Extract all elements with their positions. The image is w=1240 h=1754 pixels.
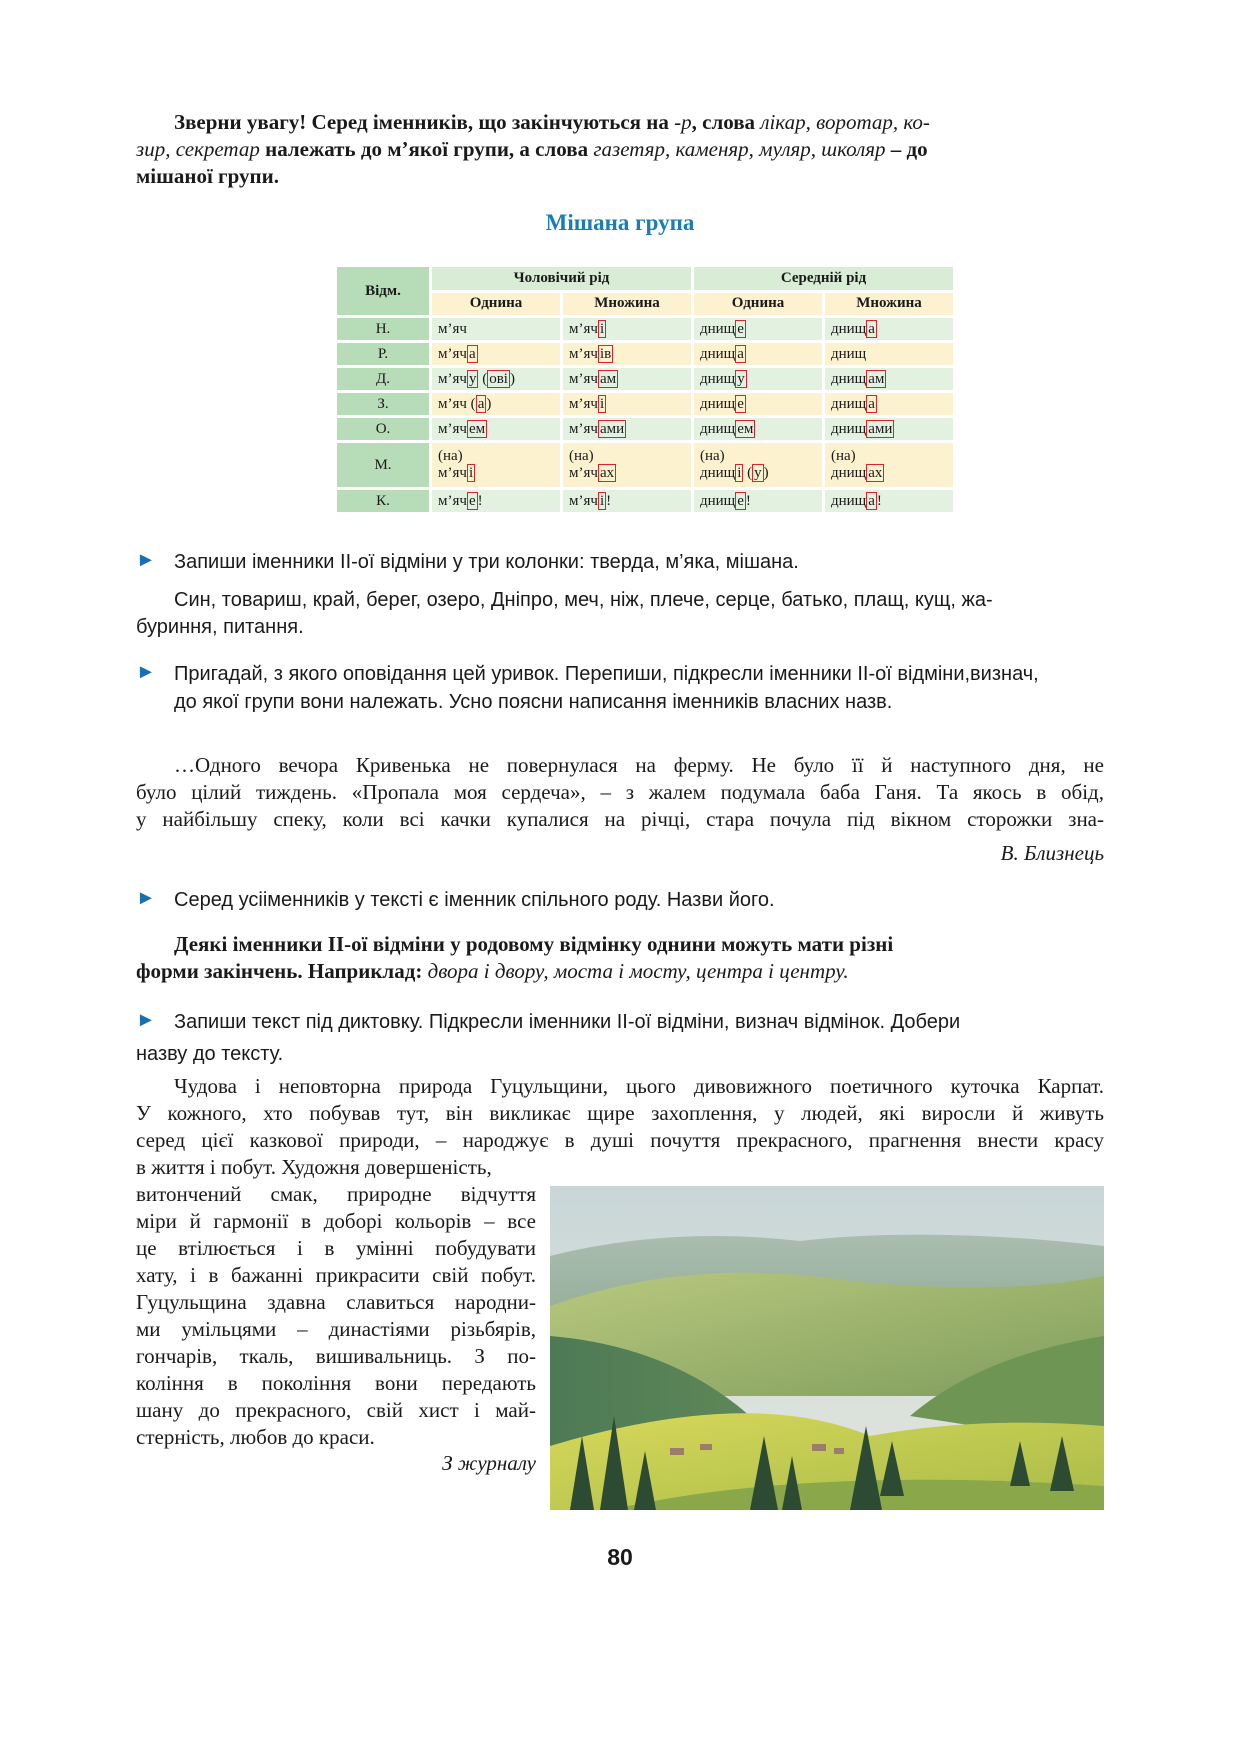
neut-header: Середній рід bbox=[694, 267, 953, 290]
word-stem: м’яч bbox=[569, 492, 598, 509]
task1-words-line2: буриння, питання. bbox=[136, 616, 304, 638]
excl-text: ! bbox=[477, 492, 483, 509]
form-cell bbox=[825, 418, 953, 440]
word-line bbox=[569, 465, 685, 482]
form-cell bbox=[563, 443, 691, 487]
ending-box: е bbox=[737, 395, 744, 412]
form-cell bbox=[825, 443, 953, 487]
form-cell bbox=[694, 418, 822, 440]
excl-text: ! bbox=[745, 492, 751, 509]
plur-header-neut: Множина bbox=[825, 293, 953, 316]
form-cell bbox=[694, 368, 822, 390]
word-line bbox=[831, 465, 947, 482]
ending-box: і bbox=[599, 395, 605, 412]
form-cell bbox=[432, 318, 560, 340]
table-row bbox=[337, 490, 953, 512]
word-stem: м’яч bbox=[438, 465, 467, 481]
word-stem: днищ bbox=[831, 492, 867, 509]
excerpt-author: В. Близнець bbox=[1000, 841, 1104, 865]
dictation-column-line: це втілюється і в умінні побудувати bbox=[136, 1236, 536, 1260]
dictation-column-line: хату, і в бажанні прикрасити свій побут. bbox=[136, 1263, 536, 1287]
word-stem: днищ bbox=[700, 320, 736, 337]
task2-line2: до якої групи вони належать. Усно поясни написання іменників власних назв. bbox=[174, 691, 893, 713]
attention-note-line2: зир, секретар належать до м’якої групи, а слова газетяр, каменяр, муляр, школяр – до bbox=[136, 137, 928, 161]
attention-note-line3: мішаної групи. bbox=[136, 164, 279, 188]
ending-box: у bbox=[754, 465, 762, 481]
word-stem: днищ bbox=[831, 345, 867, 362]
word-stem: днищ bbox=[700, 395, 736, 412]
word-stem: м’яч bbox=[569, 370, 598, 387]
form-cell bbox=[825, 343, 953, 365]
word-stem: днищ bbox=[700, 345, 736, 362]
dictation-column-line: гончарів, ткаль, вишивальниць. З по- bbox=[136, 1344, 536, 1368]
ending-box: ах bbox=[868, 465, 883, 481]
dictation-line1: Чудова і неповторна природа Гуцульщини, цього дивовижного поетичного куточка Карпат. bbox=[174, 1074, 1104, 1098]
dictation-column-line: стерність, любов до краси. bbox=[136, 1425, 375, 1449]
word-stem: м’яч bbox=[569, 320, 598, 337]
word-stem: м’яч bbox=[569, 345, 598, 362]
word-stem: днищ bbox=[831, 395, 867, 412]
form-cell bbox=[563, 393, 691, 415]
ending-box: а bbox=[477, 395, 485, 412]
dictation-column-line: коління в покоління вони передають bbox=[136, 1371, 536, 1395]
prep-text: (на) bbox=[569, 448, 594, 464]
form-cell bbox=[432, 490, 560, 512]
word-stem: м’яч bbox=[438, 370, 467, 387]
dictation-column-line: міри й гармонії в доборі кольорів – все bbox=[136, 1209, 536, 1233]
case-cell: К. bbox=[337, 490, 429, 512]
form-cell bbox=[563, 318, 691, 340]
prep-text: (на) bbox=[700, 448, 725, 464]
rule-line2: форми закінчень. Наприклад: двора і двору, моста і мосту, центра і центру. bbox=[136, 959, 849, 983]
excerpt-line1: …Одного вечора Кривенька не повернулася на ферму. Не було її й наступного дня, не bbox=[174, 753, 1104, 777]
plur-header-masc: Множина bbox=[563, 293, 691, 316]
ending-box: а bbox=[737, 345, 744, 362]
ending-box: у bbox=[468, 370, 477, 387]
dictation-column bbox=[136, 1181, 536, 1451]
landscape-painting bbox=[550, 1186, 1104, 1510]
paren-text: ) bbox=[509, 370, 515, 387]
table-title: Мішана група bbox=[545, 210, 695, 235]
case-cell: З. bbox=[337, 393, 429, 415]
prep-text: (на) bbox=[438, 448, 463, 464]
task4-line1: Запиши текст під диктовку. Підкресли іменники ІІ-ої відміни, визнач відмінок. Добери bbox=[174, 1011, 961, 1033]
ending-box: і bbox=[599, 492, 605, 509]
prep-text: (на) bbox=[831, 448, 856, 464]
ending-box: ем bbox=[737, 420, 754, 437]
dictation-column-line: шану до прекрасного, свій хист і май- bbox=[136, 1398, 536, 1422]
form-cell bbox=[694, 490, 822, 512]
excl-text: ! bbox=[876, 492, 882, 509]
ending-box: ами bbox=[868, 420, 893, 437]
word-stem: м’яч bbox=[438, 492, 467, 509]
ending-box: і bbox=[468, 465, 474, 481]
ending-box: ем bbox=[468, 420, 486, 437]
form-cell bbox=[694, 393, 822, 415]
table-row bbox=[337, 418, 953, 440]
ending-box: а bbox=[868, 492, 875, 509]
ending-box: у bbox=[737, 370, 745, 387]
ending-box: і bbox=[599, 320, 605, 337]
ending-box: і bbox=[737, 465, 742, 481]
paren-text: ( bbox=[478, 370, 488, 387]
word-stem: днищ bbox=[700, 465, 736, 481]
triangle-right-icon: ► bbox=[136, 661, 156, 683]
excl-text: ! bbox=[606, 492, 612, 509]
word-line bbox=[700, 465, 816, 482]
landscape-image bbox=[550, 1186, 1104, 1510]
excerpt-line3: у найбільшу спеку, коли всі качки купалися на річці, стара почула під вікном сторожки зна- bbox=[136, 807, 1104, 831]
word-stem: днищ bbox=[831, 465, 867, 481]
dictation-column-line: Гуцульщина здавна славиться народни- bbox=[136, 1290, 536, 1314]
paren-text: ) bbox=[763, 465, 769, 481]
ending-box: ів bbox=[599, 345, 612, 362]
task1-words: Син, товариш, край, берег, озеро, Дніпро, меч, ніж, плече, серце, батько, плащ, кущ, жа- bbox=[174, 589, 993, 611]
triangle-right-icon: ► bbox=[136, 887, 156, 909]
paren-text: ( bbox=[743, 465, 753, 481]
rule-line1: Деякі іменники ІІ-ої відміни у родовому відмінку однини можуть мати різні bbox=[174, 932, 894, 956]
table-row bbox=[337, 393, 953, 415]
form-cell bbox=[432, 393, 560, 415]
word-stem: днищ bbox=[831, 420, 867, 437]
word-stem: днищ bbox=[831, 370, 867, 387]
paren-text: ) bbox=[486, 395, 492, 412]
dictation-column-line: ми умільцями – династіями різьбярів, bbox=[136, 1317, 536, 1341]
ending-box: е bbox=[737, 492, 744, 509]
form-cell bbox=[694, 443, 822, 487]
ending-box: а bbox=[868, 320, 875, 337]
sing-header-masc: Однина bbox=[432, 293, 560, 316]
case-header: Відм. bbox=[337, 267, 429, 315]
word-line bbox=[438, 465, 554, 482]
table-row bbox=[337, 443, 953, 487]
form-cell bbox=[563, 490, 691, 512]
form-cell bbox=[825, 368, 953, 390]
triangle-right-icon: ► bbox=[136, 549, 156, 571]
form-cell bbox=[563, 418, 691, 440]
task2-line1: Пригадай, з якого оповідання цей уривок. Перепиши, підкресли іменники ІІ-ої відміни,визнач, bbox=[174, 663, 1039, 685]
table-row bbox=[337, 318, 953, 340]
word-stem: м’яч bbox=[569, 420, 598, 437]
case-cell: М. bbox=[337, 443, 429, 487]
word-stem: м’яч bbox=[569, 465, 598, 481]
dictation-line4: в життя і побут. Художня довершеність, bbox=[136, 1155, 492, 1179]
task4-line2: назву до тексту. bbox=[136, 1043, 284, 1065]
form-cell bbox=[694, 318, 822, 340]
form-cell bbox=[825, 393, 953, 415]
ending-box: е bbox=[737, 320, 744, 337]
triangle-right-icon: ► bbox=[136, 1009, 156, 1031]
word-stem: днищ bbox=[700, 420, 736, 437]
ending-box: е bbox=[468, 492, 476, 509]
excerpt-line2: було цілий тиждень. «Пропала моя сердеча», – з жалем подумала баба Ганя. Та якось в обід, bbox=[136, 780, 1104, 804]
case-cell: О. bbox=[337, 418, 429, 440]
ending-box: а bbox=[868, 395, 875, 412]
masc-header: Чоловічий рід bbox=[432, 267, 691, 290]
form-cell bbox=[563, 368, 691, 390]
form-cell bbox=[694, 343, 822, 365]
case-cell: Д. bbox=[337, 368, 429, 390]
form-cell bbox=[432, 443, 560, 487]
word-stem: м’яч bbox=[438, 420, 467, 437]
word-stem: днищ bbox=[700, 370, 736, 387]
word-stem: м’яч bbox=[569, 395, 598, 412]
form-cell bbox=[825, 318, 953, 340]
ending-box: ам bbox=[868, 370, 885, 387]
dictation-source: З журналу bbox=[442, 1451, 536, 1475]
word-stem: днищ bbox=[700, 492, 736, 509]
form-cell bbox=[563, 343, 691, 365]
word-stem: м’яч ( bbox=[438, 395, 476, 412]
ending-box: ах bbox=[599, 465, 615, 481]
form-cell bbox=[432, 418, 560, 440]
dictation-line3: серед цієї казкової природи, – народжує в душі почуття прекрасного, прагнення внести красу bbox=[136, 1128, 1104, 1152]
ending-box: ами bbox=[599, 420, 625, 437]
page-number: 80 bbox=[607, 1544, 633, 1570]
word-stem: днищ bbox=[831, 320, 867, 337]
ending-box: ові bbox=[489, 370, 508, 387]
dictation-column-line: витончений смак, природне відчуття bbox=[136, 1182, 536, 1206]
ending-box: ам bbox=[599, 370, 617, 387]
attention-note: Зверни увагу! Серед іменників, що закінчуються на -р, слова лікар, воротар, ко- bbox=[174, 110, 930, 134]
task1-text: Запиши іменники ІІ-ої відміни у три колонки: тверда, м’яка, мішана. bbox=[174, 551, 799, 573]
table-row bbox=[337, 343, 953, 365]
form-cell bbox=[432, 343, 560, 365]
ending-box: а bbox=[468, 345, 476, 362]
form-cell bbox=[432, 368, 560, 390]
dictation-line2: У кожного, хто побував тут, він викликає щире захоплення, у людей, які виросли й живуть bbox=[136, 1101, 1104, 1125]
word-stem: м’яч bbox=[438, 345, 467, 362]
case-cell: Н. bbox=[337, 318, 429, 340]
word-stem: м’яч bbox=[438, 320, 467, 337]
form-cell bbox=[825, 490, 953, 512]
declension-table bbox=[334, 264, 956, 515]
task3-text: Серед усііменників у тексті є іменник спільного роду. Назви його. bbox=[174, 889, 775, 911]
case-cell: Р. bbox=[337, 343, 429, 365]
table-row bbox=[337, 368, 953, 390]
sing-header-neut: Однина bbox=[694, 293, 822, 316]
